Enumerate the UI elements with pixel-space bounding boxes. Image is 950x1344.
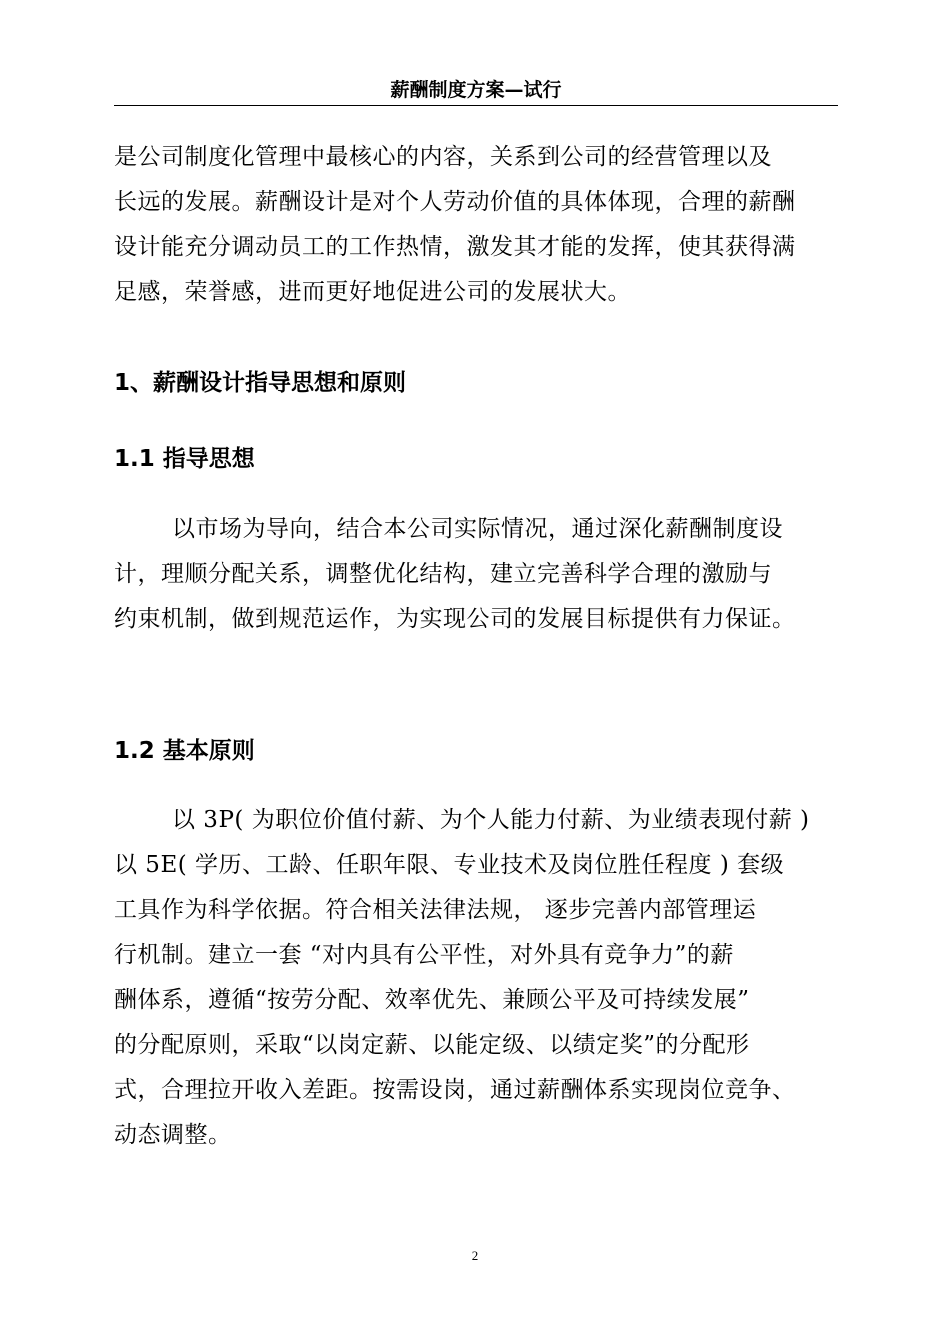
subsection-heading: 1.2 基本原则: [114, 738, 255, 764]
paragraph-line: 行机制。建立一套 “对内具有公平性，对外具有竞争力”的薪: [114, 942, 734, 968]
intro-line: 是公司制度化管理中最核心的内容，关系到公司的经营管理以及: [114, 144, 772, 170]
section-heading: 1、薪酬设计指导思想和原则: [114, 370, 407, 396]
paragraph-line: 动态调整。: [114, 1122, 232, 1148]
intro-line: 长远的发展。薪酬设计是对个人劳动价值的具体体现，合理的薪酬: [114, 189, 796, 215]
header-divider: [114, 105, 838, 106]
document-header-title: 薪酬制度方案—试行: [390, 79, 562, 101]
paragraph-line: 以 3P( 为职位价值付薪、为个人能力付薪、为业绩表现付薪 ): [172, 807, 810, 833]
paragraph-line: 式，合理拉开收入差距。按需设岗，通过薪酬体系实现岗位竞争、: [114, 1077, 796, 1103]
intro-paragraph: [114, 135, 840, 315]
guiding-ideology-paragraph: [114, 507, 840, 642]
intro-line: 设计能充分调动员工的工作热情，激发其才能的发挥，使其获得满: [114, 234, 796, 260]
subsection-heading: 1.1 指导思想: [114, 446, 255, 472]
paragraph-line: 约束机制，做到规范运作，为实现公司的发展目标提供有力保证。: [114, 606, 796, 632]
paragraph-line: 的分配原则，采取“以岗定薪、以能定级、以绩定奖”的分配形: [114, 1032, 750, 1058]
paragraph-line: 工具作为科学依据。符合相关法律法规， 逐步完善内部管理运: [114, 897, 757, 923]
page-number: 2: [471, 1248, 479, 1263]
basic-principles-paragraph: [114, 798, 840, 1158]
paragraph-line: 以 5E( 学历、工龄、任职年限、专业技术及岗位胜任程度 ) 套级: [114, 852, 785, 878]
paragraph-line: 酬体系，遵循“按劳分配、效率优先、兼顾公平及可持续发展”: [114, 987, 750, 1013]
paragraph-line: 以市场为导向，结合本公司实际情况，通过深化薪酬制度设: [172, 516, 783, 542]
paragraph-line: 计，理顺分配关系，调整优化结构，建立完善科学合理的激励与: [114, 561, 772, 587]
intro-line: 足感，荣誉感，进而更好地促进公司的发展状大。: [114, 279, 631, 305]
